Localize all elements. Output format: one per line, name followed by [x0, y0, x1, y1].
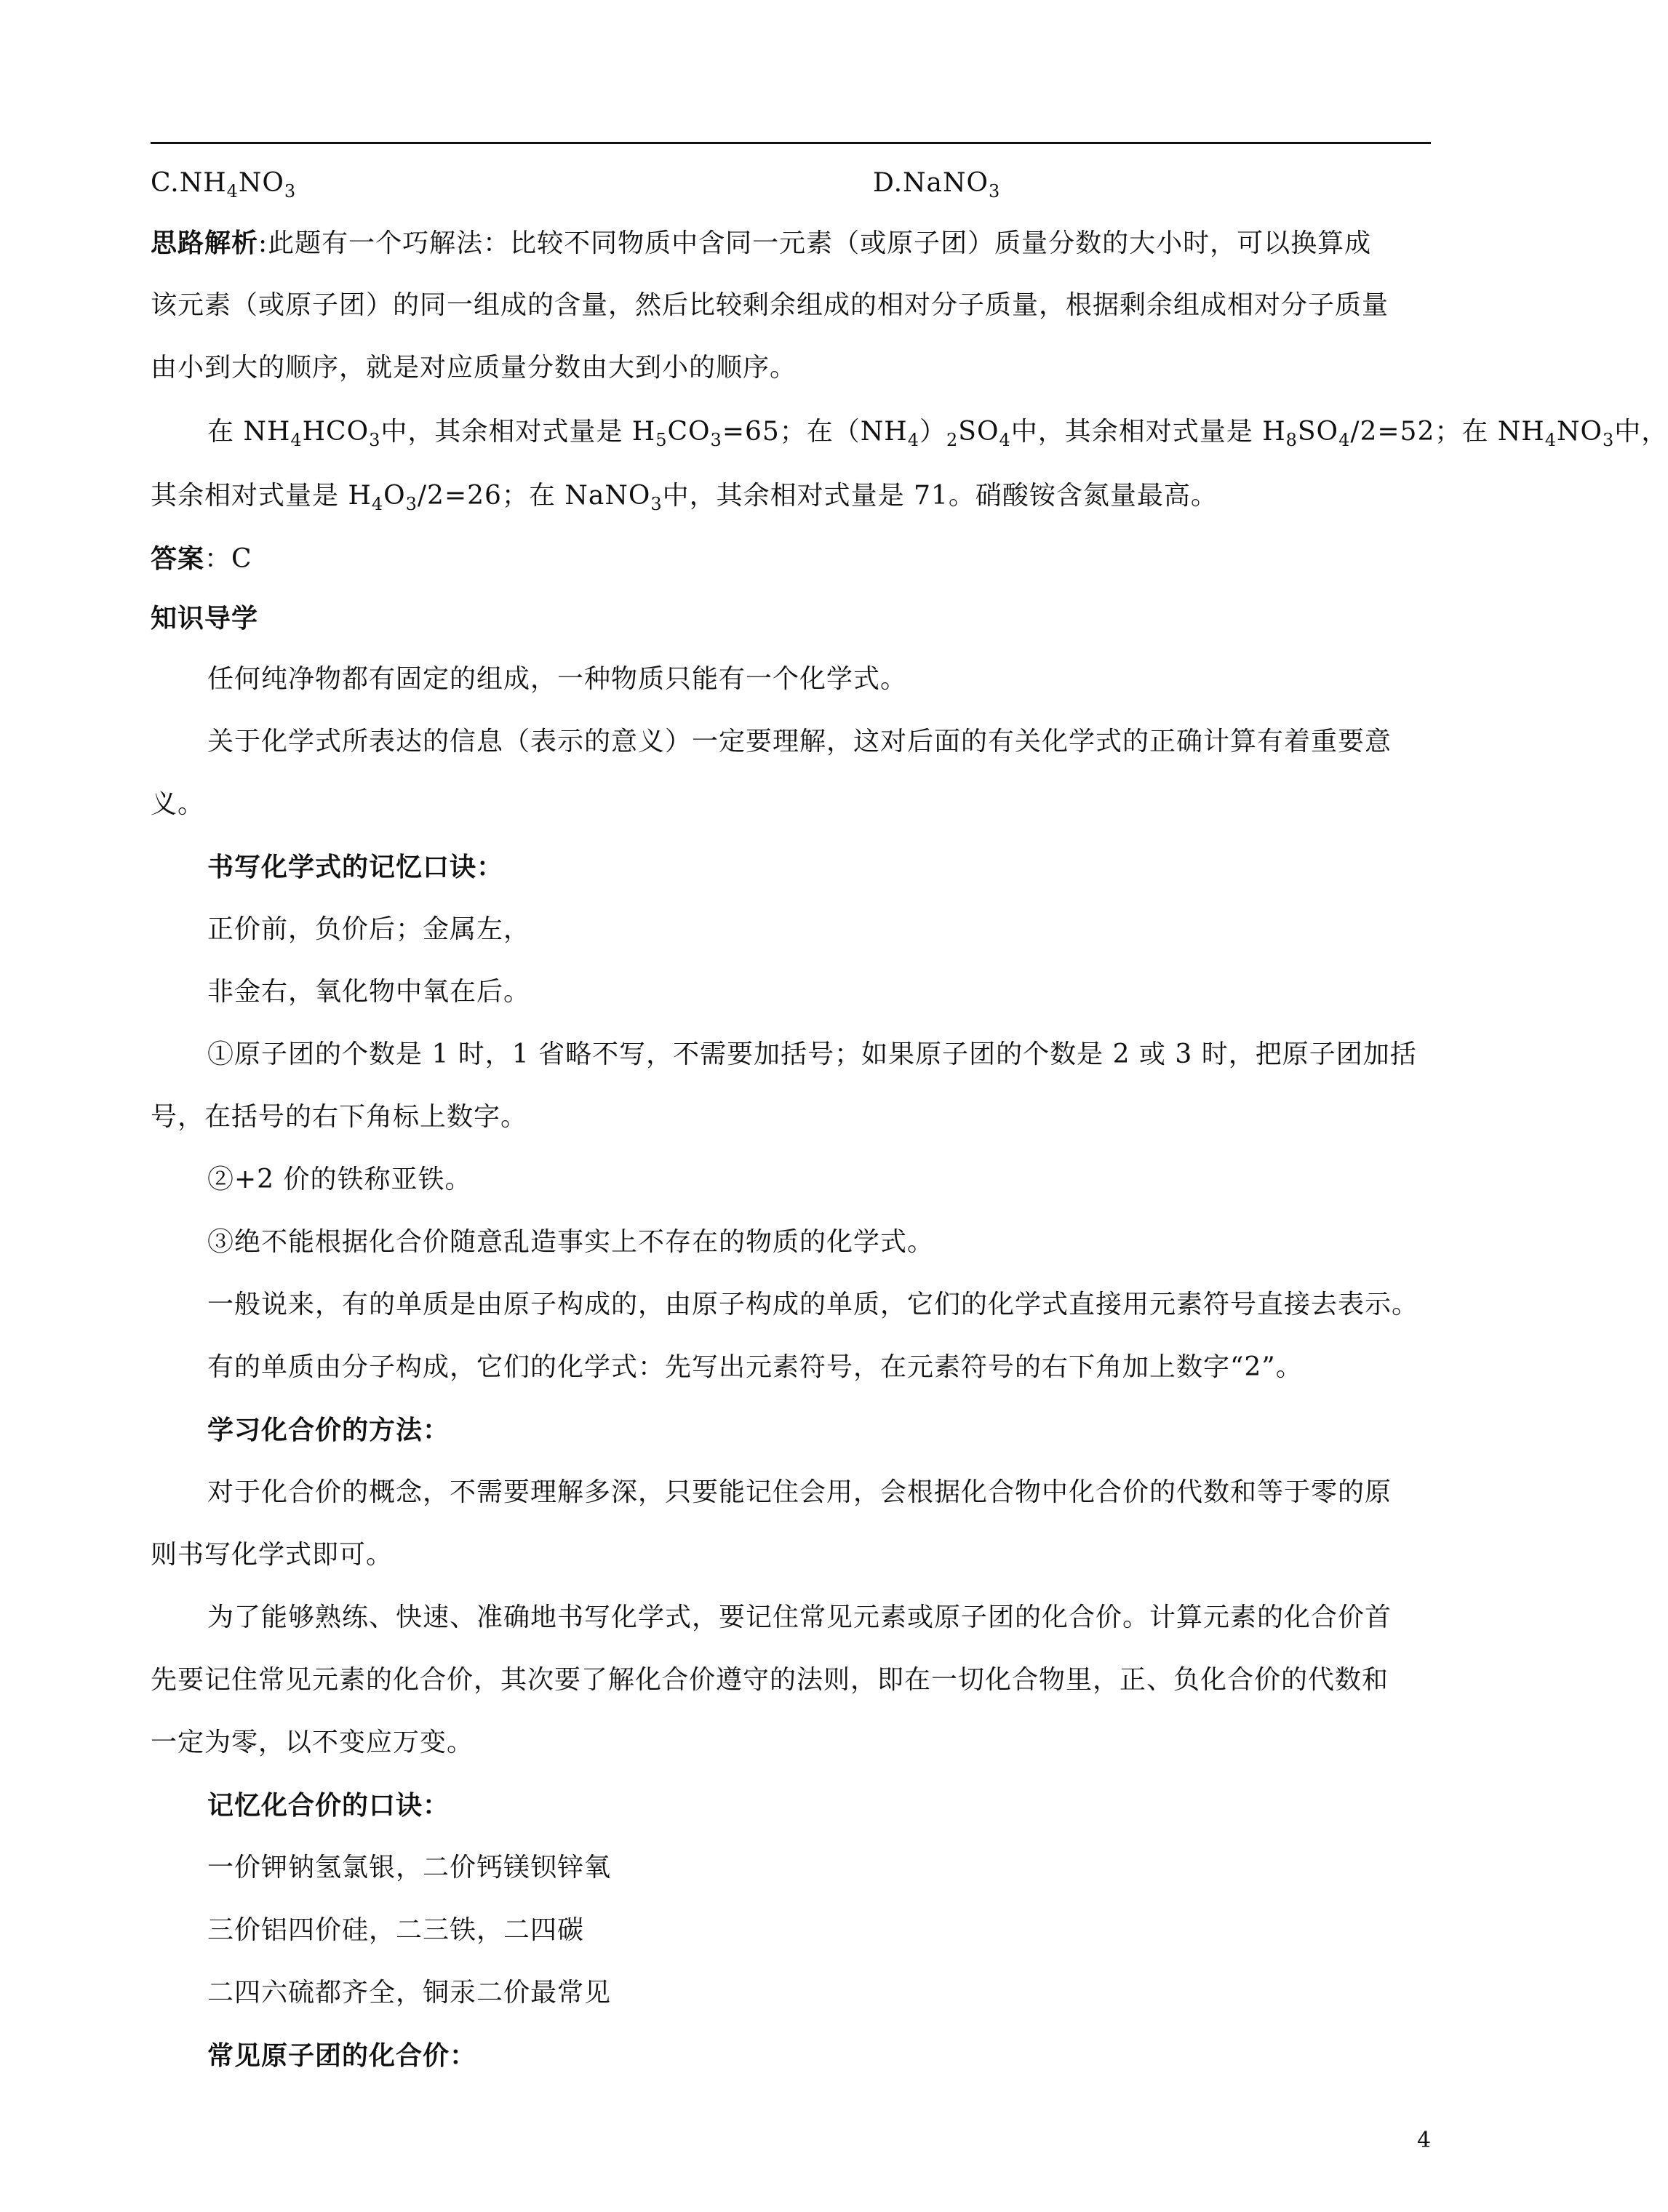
valence-rhyme-1: 一价钾钠氢氯银，二价钙镁钡锌氧: [207, 1853, 612, 1882]
valence-para-1-line-1: 对于化合价的概念，不需要理解多深，只要能记住会用，会根据化合物中化合价的代数和等于零的原: [207, 1477, 1392, 1507]
valence-rhyme-2: 三价铝四价硅，二三铁，二四碳: [207, 1915, 585, 1945]
valence-para-2-line-2: 先要记住常见元素的化合价，其次要了解化合价遵守的法则，即在一切化合物里，正、负化合价的代数和: [151, 1665, 1389, 1695]
note-1-line-2: 号，在括号的右下角标上数字。: [151, 1102, 528, 1132]
calc-line-1: 在 $NH_4HCO_3$中，其余相对式量是 $H_5CO_3=65$；在$(NH_4)_2SO_4$中，其余相对式量是 $H_8SO_4/2=52$；在 $NH_4NO_3$中，: [207, 417, 1668, 450]
valence-para-2-line-1: 为了能够熟练、快速、准确地书写化学式，要记住常见元素或原子团的化合价。计算元素的化合价首: [207, 1602, 1392, 1632]
option-c: $C.NH_4NO_3$: [151, 168, 297, 201]
page-number: 4: [1417, 2128, 1432, 2153]
note-3: ③绝不能根据化合价随意乱造事实上不存在的物质的化学式。: [207, 1227, 935, 1257]
heading-formula-rhyme: 书写化学式的记忆口诀：: [207, 852, 504, 882]
valence-rhyme-3: 二四六硫都齐全，铜汞二价最常见: [207, 1978, 612, 2008]
rhyme-line-1: 正价前，负价后；金属左，: [207, 914, 531, 944]
valence-para-1-line-2: 则书写化学式即可。: [151, 1540, 394, 1570]
rhyme-line-2: 非金右，氧化物中氧在后。: [207, 977, 531, 1007]
heading-valence-method: 学习化合价的方法：: [207, 1415, 450, 1445]
answer: 答案：C: [151, 543, 252, 574]
analysis-label: 思路解析: [151, 228, 259, 258]
header-rule: [151, 142, 1431, 144]
para-2-line-2: 义。: [151, 789, 205, 819]
para-2-line-1: 关于化学式所表达的信息（表示的意义）一定要理解，这对后面的有关化学式的正确计算有着重要意: [207, 727, 1392, 756]
analysis-line-3: 由小到大的顺序，就是对应质量分数由大到小的顺序。: [151, 353, 797, 383]
general-line-2: 有的单质由分子构成，它们的化学式：先写出元素符号，在元素符号的右下角加上数字“2”。: [207, 1352, 1303, 1382]
valence-para-2-line-3: 一定为零，以不变应万变。: [151, 1728, 474, 1757]
analysis-line-1: 思路解析:此题有一个巧解法：比较不同物质中含同一元素（或原子团）质量分数的大小时，可以换算成: [151, 228, 1372, 258]
answer-label: 答案: [151, 543, 205, 574]
analysis-line-2: 该元素（或原子团）的同一组成的含量，然后比较剩余组成的相对分子质量，根据剩余组成相对分子质量: [151, 290, 1389, 320]
calc-line-2: 其余相对式量是 $H_4O_3/2=26$；在 NaNO$_3$中，其余相对式量是 71。硝酸铵含氮量最高。: [151, 481, 1218, 514]
option-d: D.NaNO$_3$: [873, 168, 1001, 201]
section-title: 知识导学: [151, 603, 259, 634]
heading-valence-rhyme: 记忆化合价的口诀：: [207, 1790, 450, 1821]
note-2: ②+2 价的铁称亚铁。: [207, 1165, 472, 1194]
para-1: 任何纯净物都有固定的组成，一种物质只能有一个化学式。: [207, 664, 908, 694]
general-line-1: 一般说来，有的单质是由原子构成的，由原子构成的单质，它们的化学式直接用元素符号直接去表示。: [207, 1290, 1419, 1319]
heading-common-groups: 常见原子团的化合价：: [207, 2040, 477, 2071]
note-1-line-1: ①原子团的个数是 1 时，1 省略不写，不需要加括号；如果原子团的个数是 2 或 3 时，把原子团加括: [207, 1039, 1417, 1069]
